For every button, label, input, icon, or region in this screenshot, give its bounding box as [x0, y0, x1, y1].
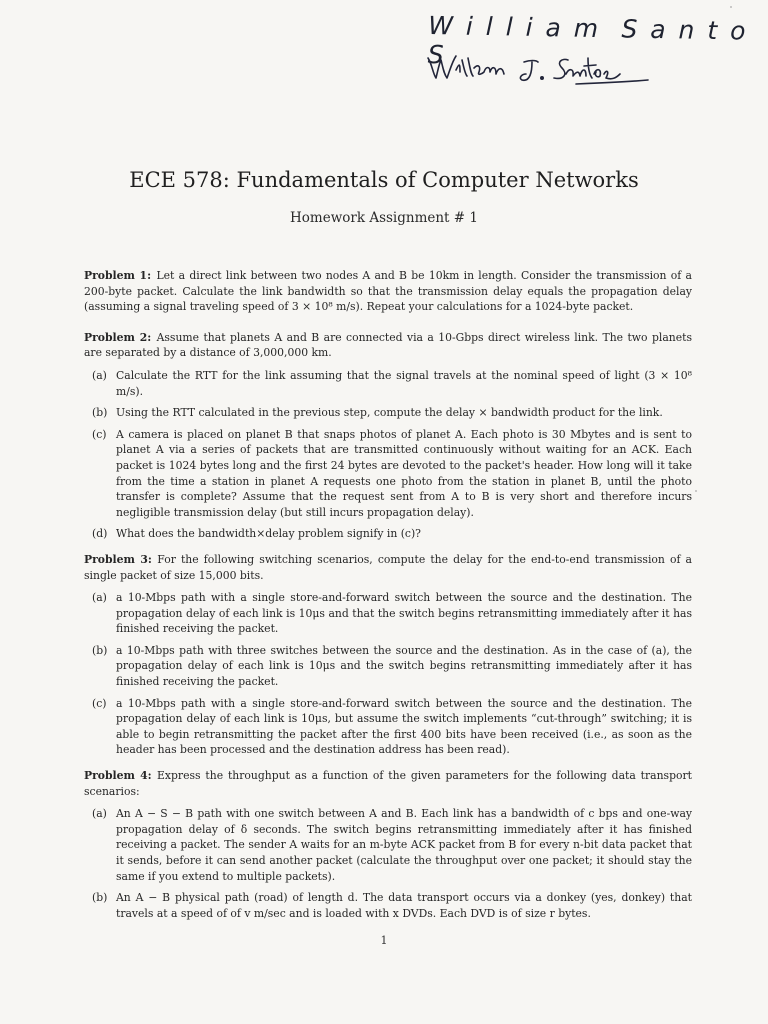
- signature: [426, 50, 666, 90]
- problem-text: Let a direct link between two nodes A and B be 10km in length. Consider the transmission of a 200-byte packet. Calculate the link bandwidth so that the transmission delay equals the propagation delay (assuming a signal traveling speed of 3 × 10⁸ m/s). Repeat your calculations for a 1024-byte packet.: [84, 269, 692, 314]
- part-label: (a): [92, 368, 107, 382]
- problem-part: [92, 427, 692, 521]
- page-title: ECE 578: Fundamentals of Computer Networks: [129, 168, 639, 192]
- problem-4: [84, 768, 692, 799]
- problem-1: [84, 268, 692, 315]
- part-label: (b): [92, 406, 108, 420]
- problem-part: [92, 590, 692, 637]
- problem-part: [92, 405, 692, 421]
- problem-text: For the following switching scenarios, compute the delay for the end-to-end transmission of a single packet of size 15,000 bits.: [84, 552, 692, 582]
- problem-2: [84, 330, 692, 361]
- problem-4-parts: [84, 806, 692, 921]
- problem-part: [92, 368, 692, 399]
- problem-text: Assume that planets A and B are connected via a 10-Gbps direct wireless link. The two planets are separated by a distance of 3,000,000 km.: [84, 330, 692, 360]
- handwritten-name: W i l l i a m S a n t o S: [427, 11, 749, 70]
- part-text: Using the RTT calculated in the previous step, compute the delay × bandwidth product for the link.: [116, 406, 663, 420]
- problem-part: [92, 890, 692, 921]
- part-label: (d): [92, 527, 108, 541]
- part-text: A camera is placed on planet B that snaps photos of planet A. Each photo is 30 Mbytes and is sent to planet A via a series of packets that are transmitted continuously without waiting for an ACK. Each packet is 1024 bytes long and the first 24 bytes are devoted to the packet's header. How long will it take from the time a station in planet A requests one photo from the station in planet B, until the photo transfer is complete? Assume that the request sent from A to B is very short and therefore incurs negligible transmission delay (but still incurs propagation delay).: [116, 427, 692, 519]
- part-label: (b): [92, 891, 108, 905]
- problem-part: [92, 806, 692, 884]
- page-subtitle: Homework Assignment # 1: [290, 210, 478, 226]
- problem-part: [92, 526, 692, 542]
- problem-part: [92, 643, 692, 690]
- scan-speck: [730, 6, 732, 8]
- part-label: (a): [92, 807, 107, 821]
- part-label: (c): [92, 427, 107, 441]
- part-text: An A − S − B path with one switch between A and B. Each link has a bandwidth of c bps and one-way propagation delay of δ seconds. The switch begins retransmitting immediately after it has finished receiving a packet. The sender A waits for an m-byte ACK packet from B for every n-bit data packet that it sends, before it can send another packet (calculate the throughput over one packet; it should stay the same if you extend to multiple packets).: [116, 807, 692, 883]
- part-label: (c): [92, 696, 107, 710]
- part-label: (b): [92, 643, 108, 657]
- problem-label: Problem 1:: [84, 269, 152, 282]
- problem-label: Problem 4:: [84, 769, 152, 783]
- part-text: a 10-Mbps path with three switches between the source and the destination. As in the case of (a), the propagation delay of each link is 10μs and the switch begins retransmitting immediately after it has finished receiving the packet.: [116, 643, 692, 689]
- problem-part: [92, 696, 692, 758]
- problem-2-parts: [84, 368, 692, 542]
- problem-3-parts: [84, 590, 692, 758]
- page-number: 1: [380, 934, 388, 947]
- part-text: a 10-Mbps path with a single store-and-forward switch between the source and the destination. The propagation delay of each link is 10μs and that the switch begins retransmitting immediately after it has finished receiving the packet.: [116, 591, 692, 636]
- problem-3: [84, 552, 692, 583]
- part-text: What does the bandwidth×delay problem signify in (c)?: [116, 527, 421, 541]
- part-label: (a): [92, 591, 107, 605]
- problem-list: [84, 268, 692, 931]
- problem-text: Express the throughput as a function of the given parameters for the following data transport scenarios:: [84, 769, 693, 798]
- problem-label: Problem 3:: [84, 552, 152, 566]
- scan-speck: [695, 490, 697, 492]
- part-text: Calculate the RTT for the link assuming that the signal travels at the nominal speed of light (3 × 10⁸ m/s).: [116, 368, 692, 398]
- problem-label: Problem 2:: [84, 330, 152, 344]
- part-text: An A − B physical path (road) of length d. The data transport occurs via a donkey (yes, donkey) that travels at a speed of of v m/sec and is loaded with x DVDs. Each DVD is of size r bytes.: [116, 891, 692, 920]
- part-text: a 10-Mbps path with a single store-and-forward switch between the source and the destination. The propagation delay of each link is 10μs, but assume the switch implements “cut-through” switching; it is able to begin retransmitting the packet after the first 400 bits have been received (i.e., as soon as the header has been processed and the destination address has been read).: [116, 696, 692, 757]
